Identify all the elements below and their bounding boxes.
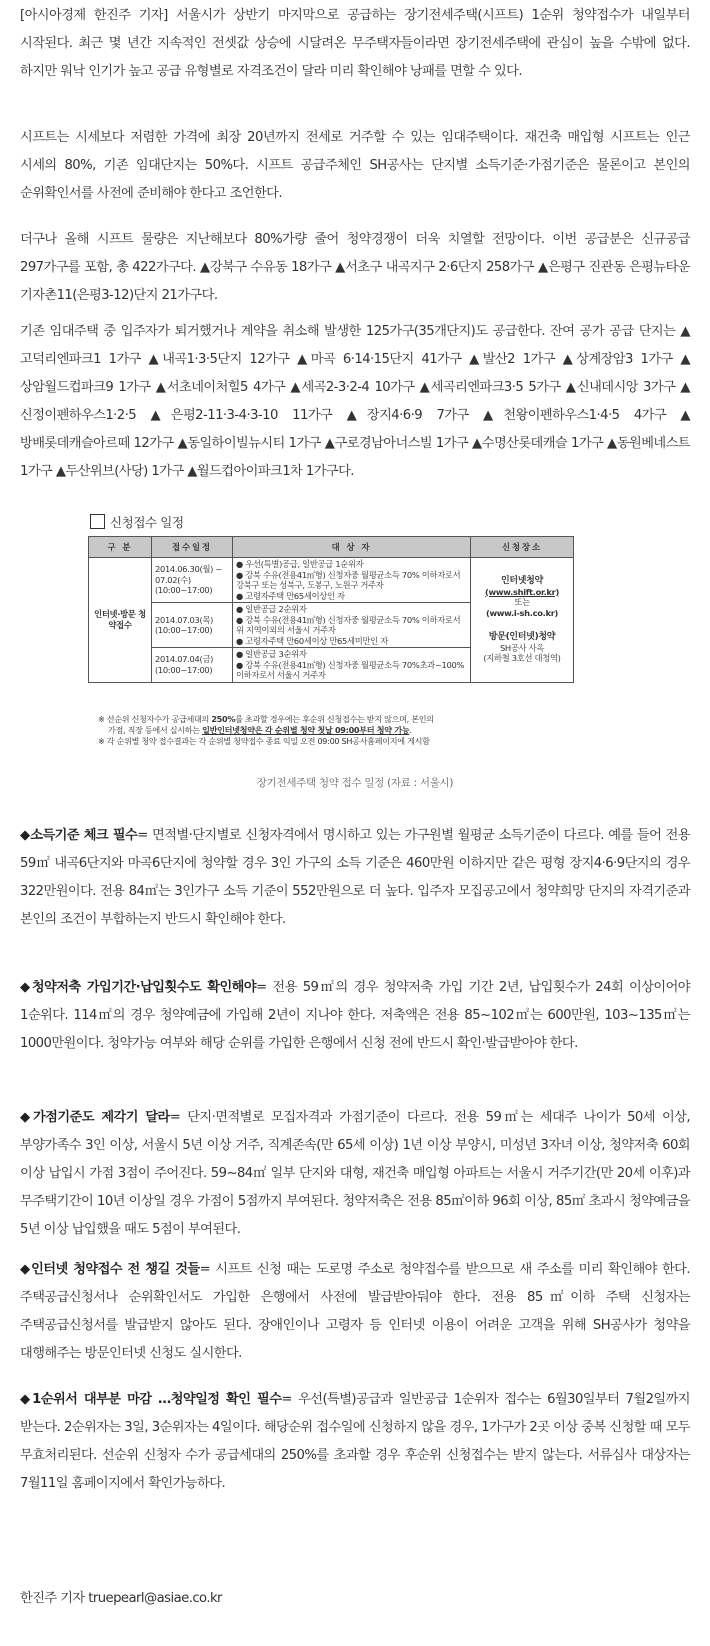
target-item: ● 우선(특별)공급, 일반공급 1순위자 (236, 559, 364, 569)
paragraph-internet: ◆인터넷 청약접수 전 챙길 것들= 시프트 신청 때는 도로명 주소로 청약접수를 받으므로 새 주소를 미리 확인해야 한다. 주택공급신청서나 순위확인서도 가입한 은행에서 사전에 발급받아둬야 한다. 전용 85㎡이하 주택 신청자는 주택공급신청서를 발급받지 않아도 된다. 장애인이나 고령자 등 인터넷 이용이 어려운 고객을 위해 SH공사가 청약을 대행해주는 방문인터넷 신청도 실시한다. (20, 1262, 690, 1361)
target-item: ● 일반공급 2순위자 (236, 604, 307, 614)
figure-notes (98, 714, 578, 747)
paragraph-savings: ◆청약저축 가입기간·납입횟수도 확인해야= 전용 59㎡의 경우 청약저축 가입 기간 2년, 납입횟수가 24회 이상이어야 1순위다. 114㎡의 경우 청약예금에 가입해 2년이 지나야 한다. 저축액은 전용 85~102㎡는 600만원, 103~135㎡는 1000만원이다. 청약가능 여부와 해당 순위를 가입한 은행에서 신청 전에 반드시 확인·발급받아야 한다. (20, 980, 690, 1051)
target-item: ● 고령자주택 만60세이상 만65세미만인 자 (236, 635, 388, 646)
table-header: 신청장소 (471, 537, 574, 558)
paragraph-deadline: ◆1순위서 대부분 마감 …청약일정 확인 필수= 우선(특별)공급과 일반공급 1순위자 접수는 6월30일부터 7월2일까지 받는다. 2순위자는 3일, 3순위자는 4일이다. 해당순위 접수일에 신청하지 않을 경우, 1가구가 2곳 이상 중복 신청할 때 모두 무효처리된다. 선순위 신청자 수가 공급세대의 250%를 초과할 경우 후순위 신청접수는 받지 않는다. 서류심사 대상자는 7월11일 홈페이지에서 확인가능하다. (20, 1392, 690, 1491)
table-header: 대 상 자 (233, 537, 471, 558)
target-item: ● 일반공급 3순위자 (236, 649, 307, 659)
target-item: ● 고령자주택 만65세이상인 자 (236, 590, 345, 601)
division-cell: 인터넷·방문 청약접수 (89, 558, 152, 683)
byline: 한진주 기자 truepearl@asiae.co.kr (20, 1591, 222, 1606)
place-cell: 인터넷청약 (www.shift.or.kr) 또는 (www.i-sh.co.kr) 방문(인터넷)청약 SH공사 사옥 (지하철 3호선 대청역) (471, 558, 574, 683)
paragraph-income: ◆소득기준 체크 필수= 면적별·단지별로 신청자격에서 명시하고 있는 가구원별 월평균 소득기준이 다르다. 예를 들어 전용 59㎡ 내곡6단지와 마곡6단지에 청약할 경우 3인 가구의 소득 기준은 460만원 이하지만 같은 평형 장지4·6·9단지의 경우 322만원이다. 전용 84㎡는 3인가구 소득 기준이 552만원으로 더 높다. 입주자 모집공고에서 청약희망 단지의 자격기준과 본인의 조건이 부합하는지 반드시 확인해야 한다. (20, 828, 690, 927)
figure-note: ※ 각 순위별 청약 접수결과는 각 순위별 청약접수 종료 익일 오전 09:00 SH공사홈페이지에 게시함 (98, 736, 430, 746)
checkbox-square-icon (90, 514, 105, 529)
paragraph-points: ◆가점기준도 제각기 달라= 단지·면적별로 모집자격과 가점기준이 다르다. 전용 59㎡는 세대주 나이가 50세 이상, 부양가족수 3인 이상, 서울시 5년 이상 거주, 직계존속(만 65세 이상) 1년 이상 부양시, 미성년 3자녀 이상, 청약저축 60회 이상 납입시 가점 3점이 주어진다. 59~84㎡ 일부 단지와 대형, 재건축 매입형 아파트는 서울시 거주기간(만 20세 이후)과 무주택기간이 10년 이상일 경우 가점이 5점까지 부여된다. 청약저축은 전용 85㎡이하 96회 이상, 85㎡ 초과시 청약예금을 5년 이상 납입했을 때도 5점이 부여된다. (20, 1110, 690, 1237)
target-item: ● 강북 수유(전용41㎡형) 신청자중 월평균소득 70% 이하자로서 강북구 또는 성북구, 도봉구, 노원구 거주자 (236, 569, 461, 590)
section-heading: ◆소득기준 체크 필수 (20, 828, 138, 843)
schedule-figure (88, 513, 613, 753)
table-header: 접수일정 (152, 537, 233, 558)
table-header: 구 분 (89, 537, 152, 558)
target-cell (233, 558, 471, 603)
target-item: ● 강북 수유(전용41㎡형) 신청자중 월평균소득 70% 이하자로서 위 지역이외의 서울시 거주자 (236, 614, 461, 635)
table-header-row (89, 537, 574, 558)
section-heading: ◆가점기준도 제각기 달라 (20, 1110, 170, 1125)
paragraph-shift-info: 시프트는 시세보다 저렴한 가격에 최장 20년까지 전세로 거주할 수 있는 임대주택이다. 재건축 매입형 시프트는 인근 시세의 80%, 기존 임대단지는 50%다. 시프트 공급주체인 SH공사는 단지별 소득기준·가점기준은 물론이고 본인의 순위확인서를 사전에 준비해야 한다고 조언한다. (20, 130, 690, 201)
date-cell: 2014.07.04(금) (10:00~17:00) (152, 648, 233, 683)
schedule-table (88, 536, 574, 683)
figure-note: 가점, 직장 등에서 실시하는 일반인터넷청약은 각 순위별 청약 첫날 09:00부터 청약 가능. (108, 725, 412, 735)
target-cell (233, 603, 471, 648)
paragraph-vacancy: 기존 임대주택 중 입주자가 퇴거했거나 계약을 취소해 발생한 125가구(35개단지)도 공급한다. 잔여 공가 공급 단지는 ▲고덕리엔파크1 1가구 ▲내곡1·3·5단지 12가구 ▲마곡 6·14·15단지 41가구 ▲발산2 1가구 ▲상계장암3 1가구 ▲상암월드컵파크9 1가구 ▲서초네이처힐5 4가구 ▲세곡2-3·2-4 10가구 ▲세곡리엔파크3·5 5가구 ▲신내데시앙 3가구 ▲신정이펜하우스1·2·5 ▲은평2-11·3-4·3-10 11가구 ▲장지4·6·9 7가구 ▲천왕이펜하우스1·4·5 4가구 ▲방배롯데캐슬아르떼 12가구 ▲동일하이빌뉴시티 1가구 ▲구로경남아너스빌 1가구 ▲수명산롯데캐슬 1가구 ▲동원베네스트 1가구 ▲두산위브(사당) 1가구 ▲월드컵아이파크1차 1가구다. (20, 324, 690, 479)
section-heading: ◆1순위서 대부분 마감 …청약일정 확인 필수 (20, 1392, 282, 1407)
date-cell: 2014.06.30(월) ~ 07.02(수) (10:00~17:00) (152, 558, 233, 603)
paragraph-supply: 더구나 올해 시프트 물량은 지난해보다 80%가량 줄어 청약경쟁이 더욱 치열할 전망이다. 이번 공급분은 신규공급 297가구를 포함, 총 422가구다. ▲강북구 수유동 18가구 ▲서초구 내곡지구 2·6단지 258가구 ▲은평구 진관동 은평뉴타운 기자촌11(은평3-12)단지 21가구다. (20, 232, 690, 303)
section-heading: ◆인터넷 청약접수 전 챙길 것들 (20, 1262, 200, 1277)
date-cell: 2014.07.03(목) (10:00~17:00) (152, 603, 233, 648)
paragraph-lead: [아시아경제 한진주 기자] 서울시가 상반기 마지막으로 공급하는 장기전세주택(시프트) 1순위 청약접수가 내일부터 시작된다. 최근 몇 년간 지속적인 전셋값 상승에 시달려온 무주택자들이라면 장기전세주택에 관심이 높을 수밖에 없다. 하지만 워낙 인기가 높고 공급 유형별로 자격조건이 달라 미리 확인해야 낭패를 면할 수 있다. (20, 8, 690, 79)
target-item: ● 강북 수유(전용41㎡형) 신청자중 월평균소득 70%초과~100%이하자로서 서울시 거주자 (236, 659, 465, 680)
target-cell (233, 648, 471, 683)
section-heading: ◆청약저축 가입기간·납입횟수도 확인해야 (20, 980, 257, 995)
table-row (89, 558, 574, 603)
figure-note: ※ 선순위 신청자수가 공급세대의 250%를 초과할 경우에는 후순위 신청접수는 받지 않으며, 본인의 (98, 714, 434, 724)
figure-caption: 장기전세주택 청약 접수 일정 (자료 : 서울시) (256, 777, 454, 789)
figure-title: 신청접수 일정 (90, 513, 184, 531)
